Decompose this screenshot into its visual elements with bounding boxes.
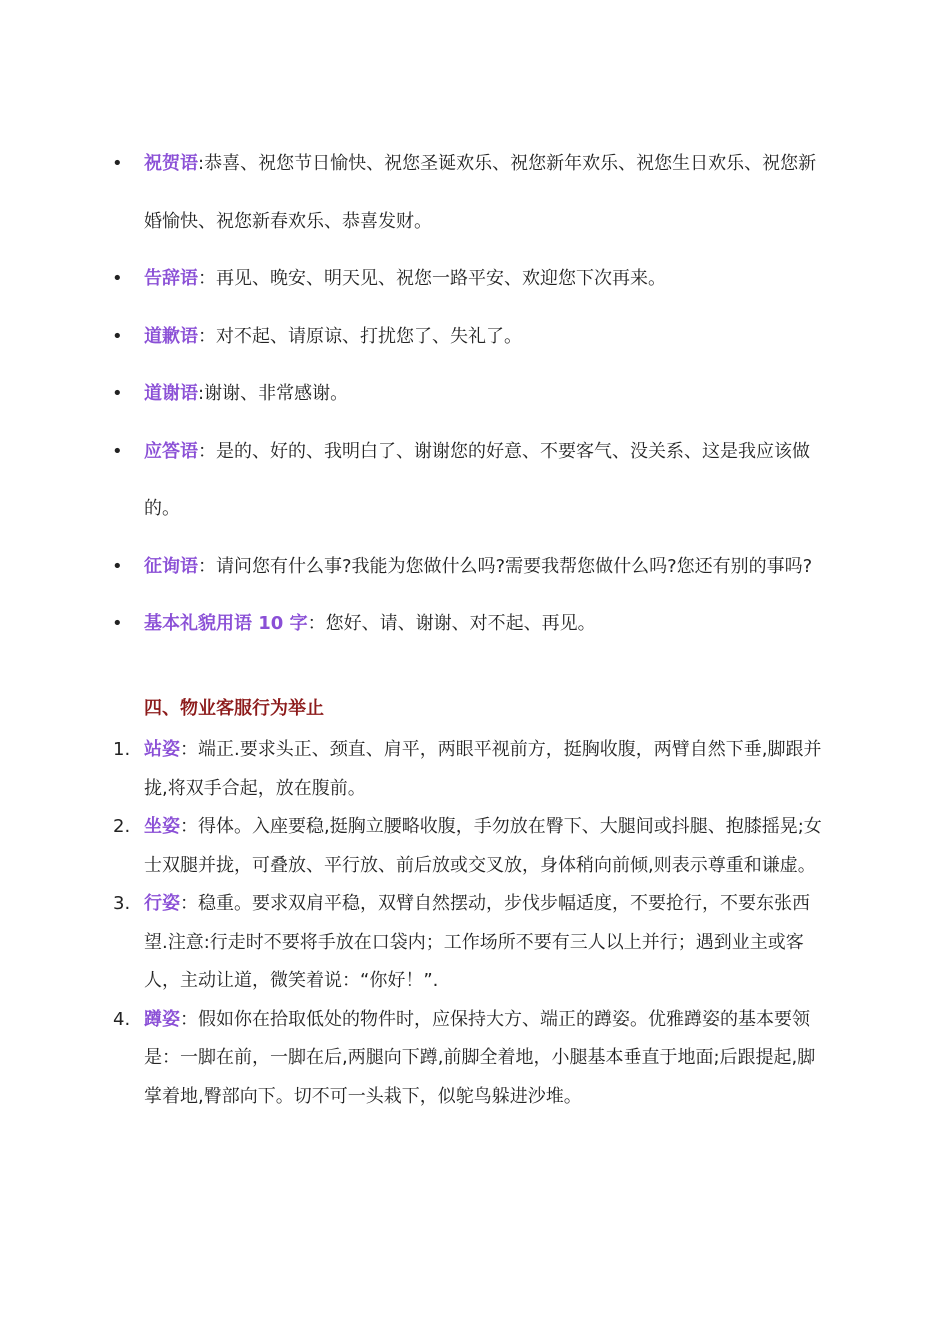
separator: ： [180, 1008, 198, 1030]
item-number: 1. [113, 739, 131, 760]
phrase-term: 基本礼貌用语 10 字 [144, 613, 308, 634]
phrase-term: 征询语 [144, 555, 198, 577]
phrase-text: 谢谢、非常感谢。 [204, 383, 349, 404]
phrase-text: 再见、晚安、明天见、祝您一路平安、欢迎您下次再来。 [216, 268, 666, 289]
section-heading: 四、物业客服行为举止 [144, 698, 324, 719]
bullet-icon: • [112, 555, 123, 577]
list-item [0, 595, 950, 653]
list-item [0, 308, 950, 366]
list-item [0, 808, 950, 885]
phrase-term: 应答语 [144, 440, 198, 462]
phrase-term: 祝贺语 [144, 153, 198, 174]
phrase-text: 对不起、请原谅、打扰您了、失礼了。 [216, 325, 522, 347]
behavior-text: 假如你在拾取低处的物件时，应保持大方、端正的蹲姿。优雅蹲姿的基本要领是：一脚在前，一脚在后,两腿向下蹲,前脚全着地，小腿基本垂直于地面;后跟提起,脚掌着地,臀部向下。切不可一头栽下，似鸵鸟躲进沙堆。 [144, 1008, 816, 1107]
behavior-term: 站姿 [144, 739, 180, 760]
list-item [0, 731, 950, 808]
bullet-icon: • [112, 383, 123, 404]
behavior-list [0, 731, 950, 1116]
separator: : [198, 383, 205, 404]
separator: ： [307, 613, 326, 634]
list-item [0, 135, 950, 250]
phrase-text: 是的、好的、我明白了、谢谢您的好意、不要客气、没关系、这是我应该做的。 [144, 440, 810, 519]
behavior-text: 端正.要求头正、颈直、肩平，两眼平视前方，挺胸收腹，两臂自然下垂,脚跟并拢,将双手合起，放在腹前。 [144, 739, 822, 799]
phrase-text: 您好、请、谢谢、对不起、再见。 [325, 613, 596, 634]
separator: ： [198, 440, 216, 462]
list-item [0, 538, 950, 596]
separator: ： [198, 325, 216, 347]
behavior-term: 坐姿 [144, 816, 180, 837]
bullet-icon: • [112, 325, 123, 347]
separator: ： [198, 268, 216, 289]
separator: ： [180, 739, 198, 760]
list-item [0, 1001, 950, 1117]
bullet-icon: • [112, 440, 123, 462]
list-item [0, 250, 950, 308]
bullet-icon: • [112, 613, 123, 634]
phrase-text: 请问您有什么事?我能为您做什么吗?需要我帮您做什么吗?您还有别的事吗? [216, 555, 813, 577]
etiquette-phrase-list [0, 135, 950, 653]
phrase-text: 恭喜、祝您节日愉快、祝您圣诞欢乐、祝您新年欢乐、祝您生日欢乐、祝您新婚愉快、祝您新春欢乐、恭喜发财。 [144, 153, 817, 232]
phrase-term: 道歉语 [144, 325, 198, 347]
separator: : [198, 153, 205, 174]
bullet-icon: • [112, 268, 123, 289]
item-number: 3. [113, 893, 131, 914]
list-item [0, 885, 950, 1001]
behavior-text: 稳重。要求双肩平稳，双臂自然摆动，步伐步幅适度，不要抢行，不要东张西望.注意:行走时不要将手放在口袋内；工作场所不要有三人以上并行；遇到业主或客人，主动让道，微笑着说：“你好！”. [144, 893, 810, 991]
list-item [0, 365, 950, 423]
separator: ： [198, 555, 216, 577]
list-item [0, 423, 950, 538]
behavior-term: 行姿 [144, 893, 180, 914]
item-number: 2. [113, 816, 131, 837]
phrase-term: 道谢语 [144, 383, 198, 404]
item-number: 4. [113, 1008, 131, 1030]
behavior-text: 得体。入座要稳,挺胸立腰略收腹，手勿放在臀下、大腿间或抖腿、抱膝摇晃;女士双腿并拢，可叠放、平行放、前后放或交叉放，身体稍向前倾,则表示尊重和谦虚。 [144, 816, 822, 876]
phrase-term: 告辞语 [144, 268, 198, 289]
behavior-term: 蹲姿 [144, 1008, 180, 1030]
separator: ： [180, 816, 198, 837]
bullet-icon: • [112, 153, 123, 174]
separator: ： [180, 893, 198, 914]
